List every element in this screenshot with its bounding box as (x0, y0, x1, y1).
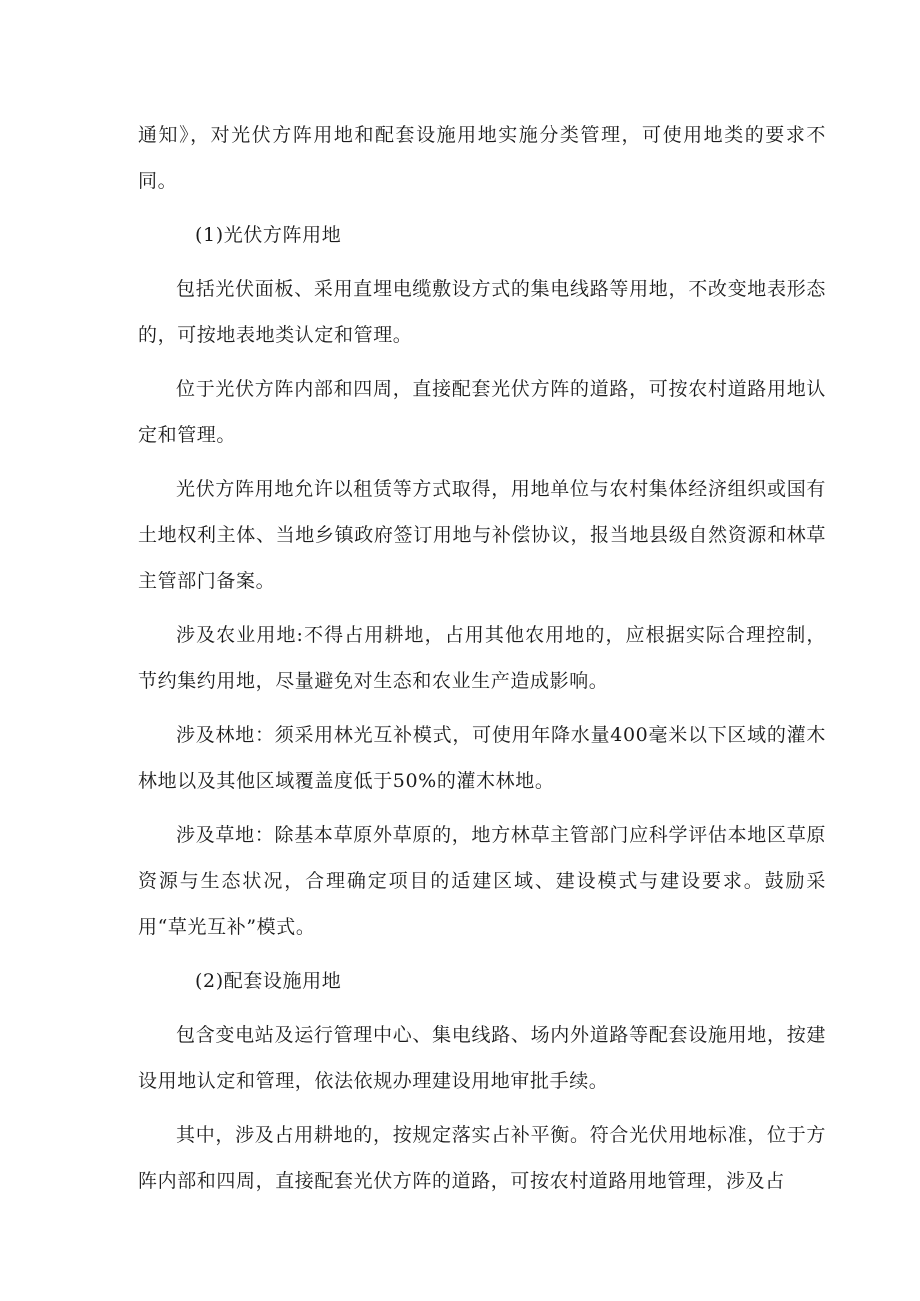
paragraph-cultivated-land-balance: 其中，涉及占用耕地的，按规定落实占补平衡。符合光伏用地标准，位于方阵内部和四周，直接配套光伏方阵的道路，可按农村道路用地管理，涉及占 (138, 1124, 826, 1192)
paragraph-forest-land: 涉及林地：须采用林光互补模式，可使用年降水量400毫米以下区域的灌木林地以及其他区域覆盖度低于50%的灌木林地。 (138, 724, 826, 792)
paragraph-pv-panels: 包括光伏面板、采用直埋电缆敷设方式的集电线路等用地，不改变地表形态的，可按地表地类认定和管理。 (138, 278, 826, 346)
paragraph-agricultural-land: 涉及农业用地:不得占用耕地，占用其他农用地的，应根据实际合理控制，节约集约用地，尽量避免对生态和农业生产造成影响。 (138, 624, 826, 692)
paragraph-supporting-facilities: 包含变电站及运行管理中心、集电线路、场内外道路等配套设施用地，按建设用地认定和管理，依法依规办理建设用地审批手续。 (138, 1024, 826, 1092)
paragraph-array-roads: 位于光伏方阵内部和四周，直接配套光伏方阵的道路，可按农村道路用地认定和管理。 (138, 378, 826, 446)
paragraph-grassland: 涉及草地：除基本草原外草原的，地方林草主管部门应科学评估本地区草原资源与生态状况，合理确定项目的适建区域、建设模式与建设要求。鼓励采用“草光互补”模式。 (138, 824, 826, 938)
document-body (138, 112, 826, 1212)
heading-supporting-facilities-land: (2)配套设施用地 (195, 970, 342, 992)
paragraph-leasing: 光伏方阵用地允许以租赁等方式取得，用地单位与农村集体经济组织或国有土地权利主体、当地乡镇政府签订用地与补偿协议，报当地县级自然资源和林草主管部门备案。 (138, 478, 826, 592)
paragraph-notice-continuation: 通知》，对光伏方阵用地和配套设施用地实施分类管理，可使用地类的要求不同。 (138, 124, 826, 192)
heading-pv-array-land: (1)光伏方阵用地 (195, 224, 342, 246)
